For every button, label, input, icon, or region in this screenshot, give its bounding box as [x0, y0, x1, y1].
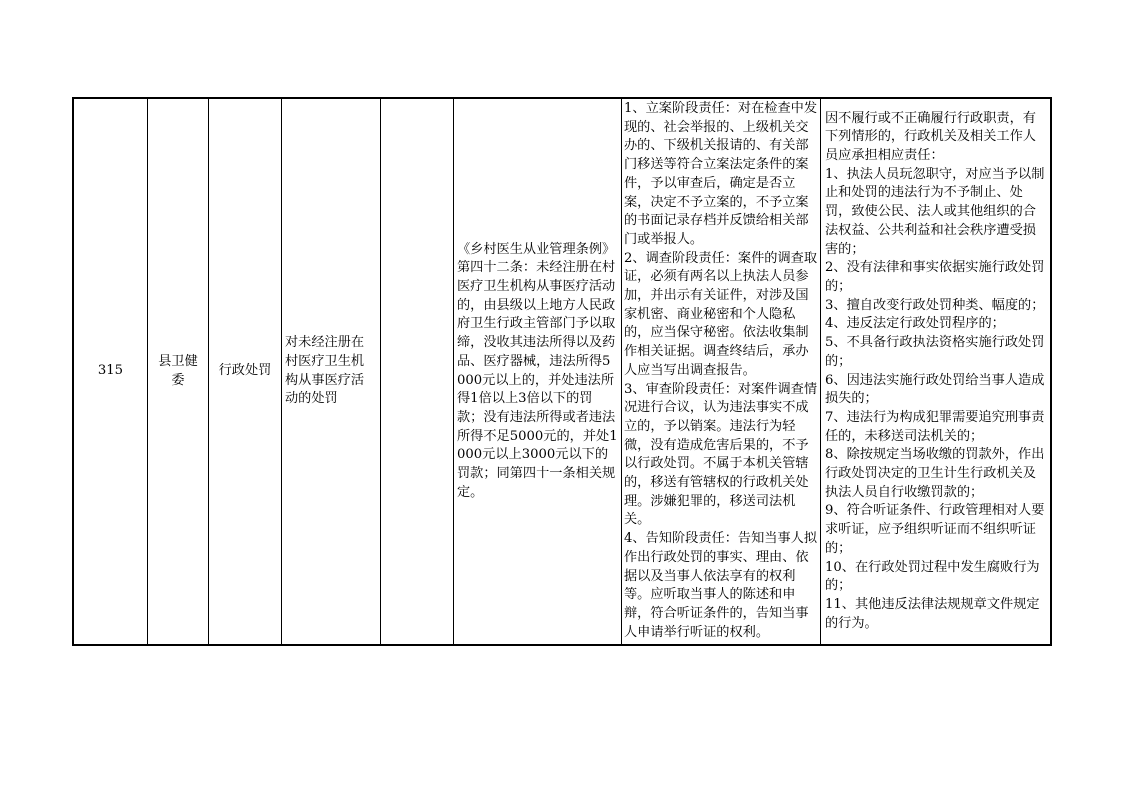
department-cell	[148, 98, 209, 645]
power-list-table	[72, 97, 1052, 646]
department: 县卫健委	[158, 353, 198, 388]
row-number-cell	[73, 98, 148, 645]
item-name-cell	[282, 98, 381, 645]
duties-cell	[622, 98, 821, 645]
power-type-cell	[209, 98, 282, 645]
legal-basis: 《乡村医生从业管理条例》第四十二条：未经注册在村医疗卫生机构从事医疗活动的，由县级以上地方人民政府卫生行政主管部门予以取缔，没收其违法所得以及药品、医疗器械，违法所得5000元以上的，并处违法所得1倍以上3倍以下的罚款；没有违法所得或者违法所得不足5000元的，并处1000元以上3000元以下的罚款；同第四十一条相关规定。	[457, 241, 618, 500]
legal-basis-cell	[454, 98, 622, 645]
liability-cell	[821, 98, 1052, 645]
sub-item-cell	[381, 98, 454, 645]
item-name: 对未经注册在村医疗卫生机构从事医疗活动的处罚	[285, 335, 365, 407]
row-number: 315	[97, 363, 124, 379]
liability-text: 因不履行或不正确履行行政职责，有下列情形的，行政机关及相关工作人员应承担相应责任： 1、执法人员玩忽职守，对应当予以制止和处罚的违法行为不予制止、处罚，致使公民、法人或其他组织的合法权益、公共利益和社会秩序遭受损害的； 2、没有法律和事实依据实施行政处罚的； 3、擅自改变行政处罚种类、幅度的； 4、违反法定行政处罚程序的； 5、不具备行政执法资格实施行政处罚的； 6、因违法实施行政处罚给当事人造成损失的； 7、违法行为构成犯罪需要追究刑事责任的，未移送司法机关的； 8、除按规定当场收缴的罚款外，作出行政处罚决定的卫生计生行政机关及执法人员自行收缴罚款的； 9、符合听证条件、行政管理相对人要求听证，应予组织听证而不组织听证的； 10、在行政处罚过程中发生腐败行为的； 11、其他违反法律法规规章文件规定的行为。	[825, 110, 1045, 631]
duties-text: 1、立案阶段责任：对在检查中发现的、社会举报的、上级机关交办的、下级机关报请的、有关部门移送等符合立案法定条件的案件，予以审查后，确定是否立案，决定不予立案的，不予立案的书面记录存档并反馈给相关部门或举报人。 2、调查阶段责任：案件的调查取证，必须有两名以上执法人员参加，并出示有关证件，对涉及国家机密、商业秘密和个人隐私的，应当保守秘密。依法收集制作相关证据。调查终结后，承办人应当写出调查报告。 3、审查阶段责任：对案件调查情况进行合议，认为违法事实不成立的，予以销案。违法行为轻微，没有造成危害后果的，不予以行政处罚。不属于本机关管辖的，移送有管辖权的行政机关处理。涉嫌犯罪的，移送司法机关。 4、告知阶段责任：告知当事人拟作出行政处罚的事实、理由、依据以及当事人依法享有的权利等。应听取当事人的陈述和申辩，符合听证条件的，告知当事人申请举行听证的权利。	[624, 101, 818, 640]
power-type: 行政处罚	[218, 363, 272, 379]
table-row	[73, 98, 1051, 645]
